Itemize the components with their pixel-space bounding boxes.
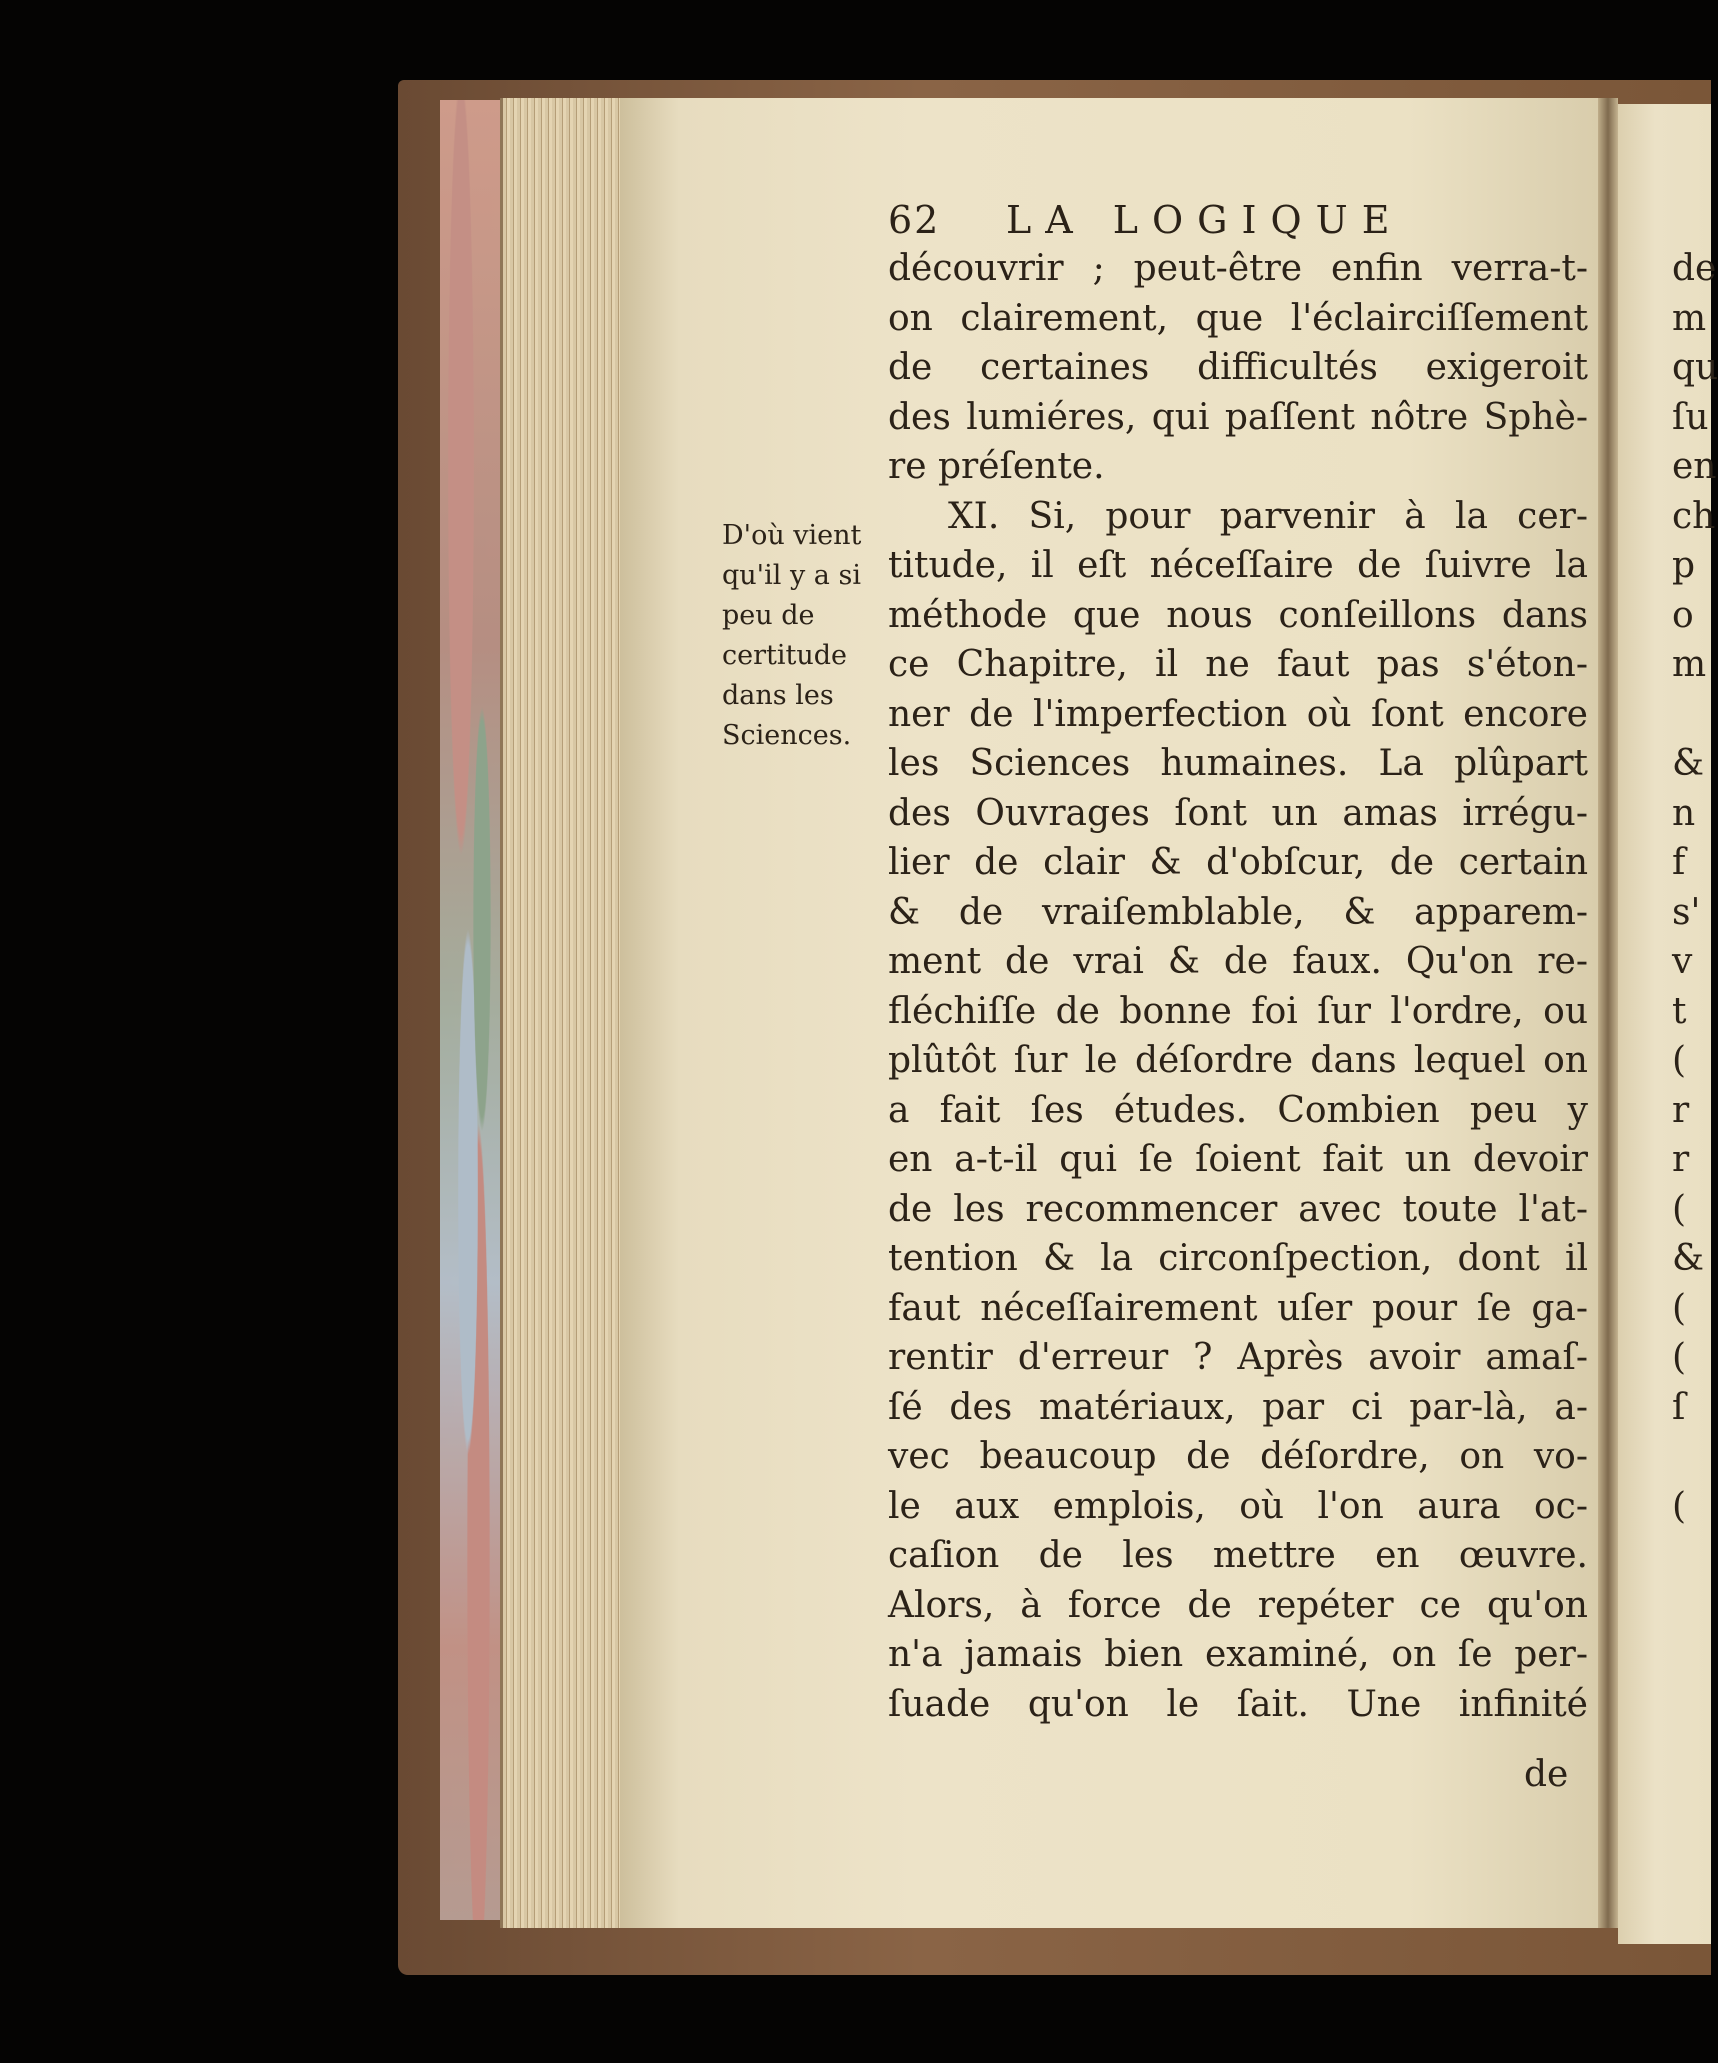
text-line: caſion de les mettre en œuvre. [888, 1535, 1588, 1576]
fragment-line [1672, 1630, 1711, 1680]
text-line: des lumiéres, qui paſſent nôtre Sphè- [888, 396, 1588, 438]
margin-note-line: dans les [722, 680, 834, 711]
text-line: ner de l'imperfection où ſont encore [888, 693, 1588, 735]
text-line: ſuade qu'on le ſait. Une infinité [888, 1683, 1588, 1725]
fragment-line [1672, 690, 1711, 740]
text-line: lier de clair & d'obſcur, de certain [888, 842, 1588, 883]
text-line: de certaines difficultés exigeroit [888, 347, 1588, 388]
fragment-line: r [1672, 1139, 1690, 1180]
fragment-line: de [1672, 248, 1717, 289]
fragment-line: ( [1672, 1040, 1687, 1081]
text-line: découvrir ; peut-être enfin verra-t- [888, 248, 1588, 289]
text-line: re préſente. [888, 446, 1105, 487]
text-line: a fait ſes études. Combien peu y [888, 1089, 1588, 1131]
fragment-line: s' [1672, 891, 1701, 933]
page-number: 62 [888, 198, 941, 242]
text-line: de les recommencer avec toute l'at- [888, 1188, 1588, 1230]
fragment-line: ( [1672, 1337, 1687, 1378]
fragment-line: f [1672, 842, 1686, 883]
text-line: Alors, à force de repéter ce qu'on [888, 1584, 1588, 1626]
fragment-line: & [1672, 743, 1705, 784]
text-line: rentir d'erreur ? Après avoir amaſ- [888, 1337, 1588, 1378]
text-line: des Ouvrages ſont un amas irrégu- [888, 792, 1588, 834]
text-line: vec beaucoup de déſordre, on vo- [888, 1436, 1588, 1477]
fragment-line: & [1672, 1238, 1705, 1279]
text-line: méthode que nous conſeillons dans [888, 594, 1588, 636]
text-line: fléchiſſe de bonne foi ſur l'ordre, ou [888, 990, 1588, 1032]
margin-note-line: Sciences. [722, 720, 852, 751]
text-line: en a-t-il qui ſe ſoient fait un devoir [888, 1139, 1588, 1180]
fragment-line [1672, 1581, 1711, 1631]
margin-note-line: certitude [722, 640, 847, 671]
fragment-line: o [1672, 594, 1694, 636]
margin-note-line: peu de [722, 600, 815, 631]
page-header [888, 198, 1528, 248]
margin-note-line: qu'il y a si [722, 560, 861, 591]
catchword: de [1524, 1754, 1569, 1795]
text-line: & de vraiſemblable, & apparem- [888, 891, 1588, 933]
next-page-text-fragments [1672, 244, 1718, 1680]
text-line: n'a jamais bien examiné, on ſe per- [888, 1634, 1588, 1675]
fragment-line: r [1672, 1089, 1690, 1131]
text-line: ce Chapitre, il ne faut pas s'éton- [888, 644, 1588, 685]
text-line: titude, il eſt néceſſaire de ſuivre la [888, 545, 1588, 586]
text-line: faut néceſſairement uſer pour ſe ga- [888, 1287, 1588, 1329]
fragment-line: ſ [1672, 1386, 1686, 1428]
text-line: plûtôt ſur le déſordre dans lequel on [888, 1040, 1588, 1081]
fragment-line: m [1672, 644, 1707, 685]
fragment-line [1672, 1531, 1711, 1581]
fragment-line: n [1672, 792, 1696, 834]
book-gutter [1598, 98, 1618, 1928]
fragment-line: v [1672, 941, 1693, 982]
fragment-line: ( [1672, 1485, 1687, 1527]
running-title: LA LOGIQUE [1006, 198, 1404, 242]
text-line: les Sciences humaines. La plûpart [888, 743, 1588, 784]
text-line: tention & la circonſpection, dont il [888, 1238, 1588, 1279]
text-line: on clairement, que l'éclairciſſement [888, 297, 1588, 339]
fragment-line: ch [1672, 495, 1716, 537]
fragment-line: ( [1672, 1287, 1687, 1329]
body-text [888, 244, 1588, 1729]
fragment-line: ſu [1672, 396, 1709, 438]
fragment-line: p [1672, 545, 1696, 586]
text-line: ſé des matériaux, par ci par-là, a- [888, 1386, 1588, 1428]
fragment-line: qu [1672, 347, 1718, 388]
margin-note-line: D'où vient [722, 520, 862, 551]
fragment-line [1672, 1432, 1711, 1482]
text-line: XI. Si, pour parvenir à la cer- [948, 495, 1588, 537]
fragment-line: m [1672, 297, 1707, 339]
page-edges [500, 98, 625, 1928]
text-line: le aux emplois, où l'on aura oc- [888, 1485, 1588, 1527]
fragment-line: ( [1672, 1188, 1687, 1230]
margin-note [722, 516, 892, 756]
text-line: ment de vrai & de faux. Qu'on re- [888, 941, 1588, 982]
fragment-line: en [1672, 446, 1717, 487]
fragment-line: t [1672, 990, 1687, 1032]
